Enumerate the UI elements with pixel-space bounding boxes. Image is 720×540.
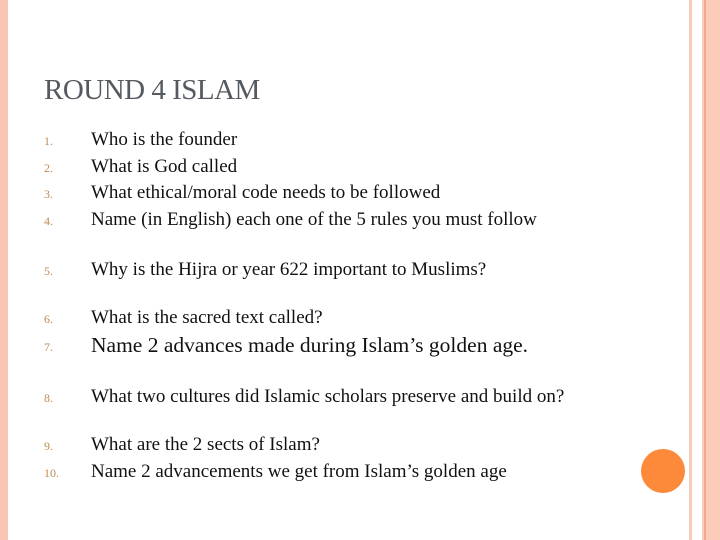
left-border-strip [0, 0, 8, 540]
item-number: 8. [44, 391, 53, 405]
item-text: Name (in English) each one of the 5 rules you must follow [91, 209, 537, 230]
item-text: Name 2 advances made during Islam’s golden age. [91, 333, 529, 357]
item-number: 5. [44, 264, 53, 278]
item-text: Name 2 advancements we get from Islam’s golden age [91, 461, 507, 482]
item-number: 1. [44, 134, 53, 148]
item-text: What ethical/moral code needs to be followed [91, 182, 441, 203]
item-number: 9. [44, 439, 53, 453]
item-text: What two cultures did Islamic scholars preserve and build on? [91, 386, 565, 407]
item-number: 3. [44, 187, 53, 201]
right-border-accent-line [704, 0, 706, 540]
item-number: 4. [44, 214, 53, 228]
right-border-line [689, 0, 692, 540]
item-text: Who is the founder [91, 129, 238, 150]
decorative-orange-circle [641, 449, 685, 493]
item-number: 10. [44, 466, 59, 480]
item-text: What is God called [91, 156, 238, 177]
slide-title: ROUND 4 ISLAM [44, 74, 260, 106]
item-text: What are the 2 sects of Islam? [91, 434, 320, 455]
item-number: 2. [44, 161, 53, 175]
item-text: Why is the Hijra or year 622 important to Muslims? [91, 259, 487, 280]
item-number: 7. [44, 340, 53, 354]
item-text: What is the sacred text called? [91, 307, 323, 328]
item-number: 6. [44, 312, 53, 326]
